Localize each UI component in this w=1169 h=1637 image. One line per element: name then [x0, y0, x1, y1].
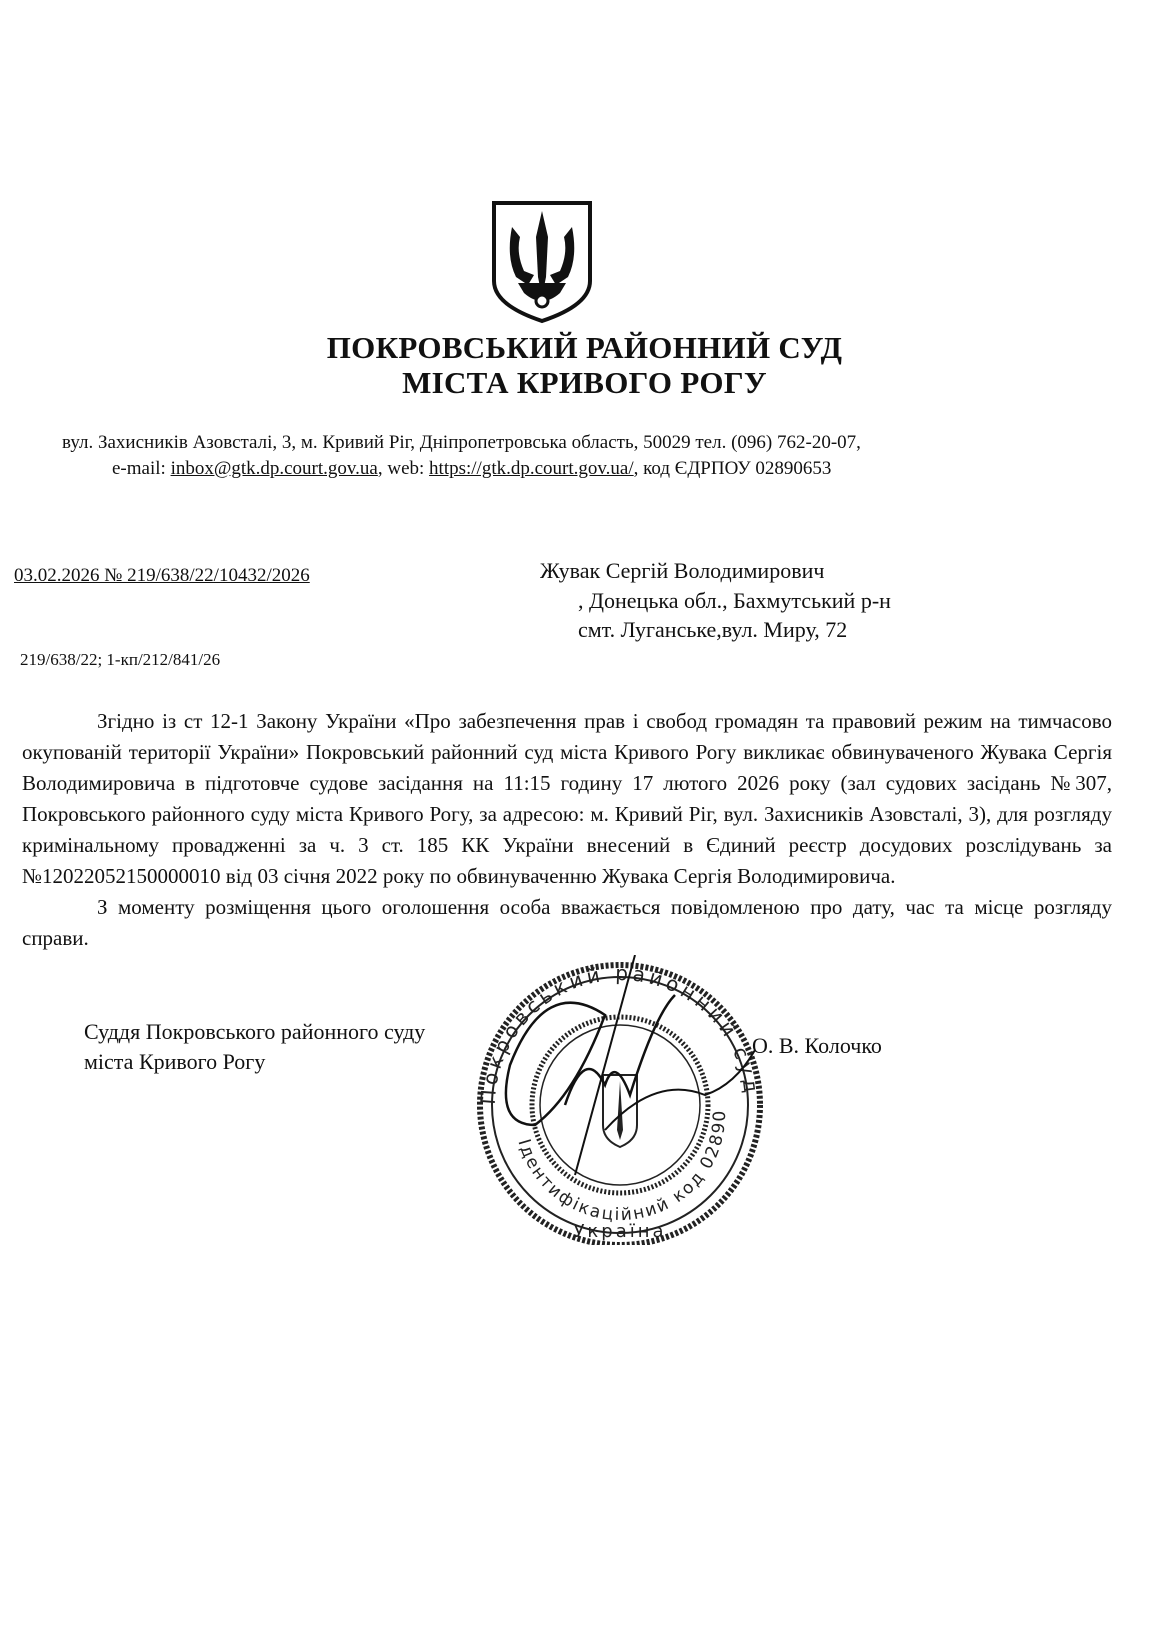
- court-title-line2: МІСТА КРИВОГО РОГУ: [402, 365, 767, 400]
- svg-text:Покровський районний суд міста: [455, 955, 764, 1108]
- judge-position-line1: Суддя Покровського районного суду: [84, 1019, 426, 1044]
- web-label: , web:: [377, 458, 430, 479]
- court-address: вул. Захисників Азовсталі, 3, м. Кривий Ріг, Дніпропетровська область, 50029 тел. (096) 762-20-07,: [62, 432, 861, 453]
- coat-of-arms-icon: [488, 197, 596, 325]
- recipient-address-line1: , Донецька обл., Бахмутський р-н: [578, 588, 891, 613]
- notice-paragraph-1: Згідно із ст 12-1 Закону України «Про забезпечення прав і свобод громадян та правовий режим на тимчасово окупованій території України» Покровський районний суд міста Кривого Рогу викликає обвинуваченого Жувака Сергія Володимировича в підготовче судове засідання на 11:15 годину 17 лютого 2026 року (зал судових засідань №307, Покровського районного суду міста Кривого Рогу, за адресою: м. Кривий Ріг, вул. Захисників Азовсталі, 3), для розгляду кримінальному провадженні за ч. 3 ст. 185 КК України внесений в Єдиний реєстр досудових розслідувань за №12022052150000010 від 03 січня 2022 року по обвинуваченню Жувака Сергія Володимировича.: [22, 709, 1112, 888]
- stamp-outer-text: Покровський районний суд: [475, 960, 764, 1106]
- recipient-address-line2: смт. Луганське,вул. Миру, 72: [578, 617, 848, 642]
- stamp-code-text: Ідентифікаційний код 02890: [513, 1108, 731, 1226]
- judge-name: О. В. Колочко: [752, 1033, 882, 1058]
- case-reference: 219/638/22; 1-кп/212/841/26: [20, 650, 221, 669]
- notice-body: [22, 706, 1112, 954]
- judge-position-line2: міста Кривого Рогу: [84, 1049, 266, 1074]
- email-link[interactable]: inbox@gtk.dp.court.gov.ua: [170, 458, 378, 479]
- web-link[interactable]: https://gtk.dp.court.gov.ua/: [429, 458, 634, 479]
- court-contacts: [112, 458, 831, 480]
- court-title-line1: ПОКРОВСЬКИЙ РАЙОННИЙ СУД: [326, 330, 843, 365]
- edrpou-code: , код ЄДРПОУ 02890653: [633, 458, 832, 479]
- stamp-country: Україна: [573, 1221, 667, 1242]
- court-stamp: [455, 955, 785, 1245]
- recipient-name: Жувак Сергій Володимирович: [540, 558, 825, 583]
- email-label: e-mail:: [112, 458, 171, 479]
- notice-paragraph-2: З моменту розміщення цього оголошення особа вважається повідомленою про дату, час та місце розгляду справи.: [22, 895, 1112, 950]
- letter-date-number: 03.02.2026 № 219/638/22/10432/2026: [14, 565, 310, 586]
